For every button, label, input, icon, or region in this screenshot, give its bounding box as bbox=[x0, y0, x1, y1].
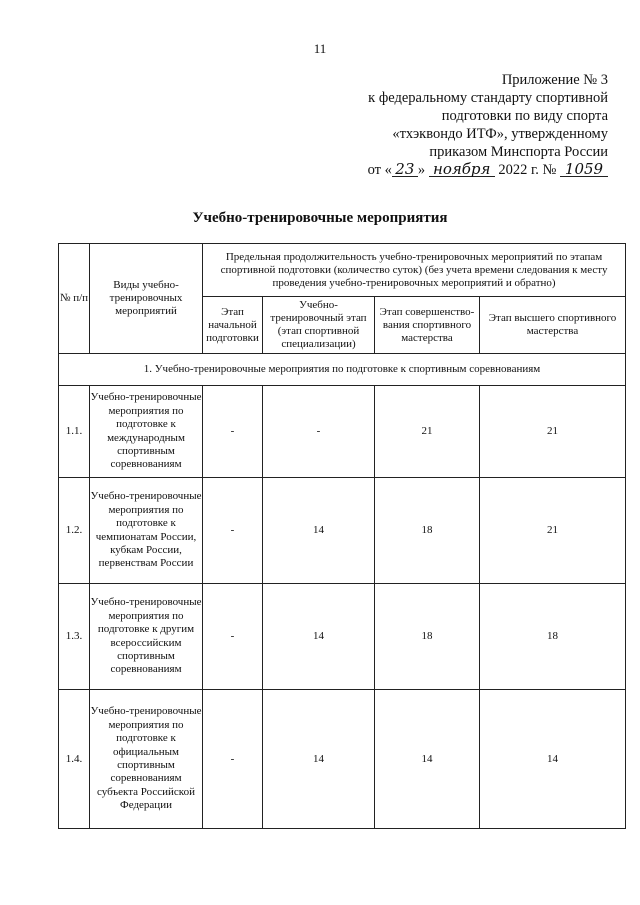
appendix-line-3: подготовки по виду спорта bbox=[441, 108, 608, 124]
training-events-table bbox=[58, 243, 626, 829]
row-num: 1.3. bbox=[59, 584, 90, 690]
header-row-top bbox=[59, 244, 626, 297]
row-stage-higher: 18 bbox=[480, 584, 626, 690]
date-day-suffix: » bbox=[417, 162, 426, 178]
row-stage-improvement: 21 bbox=[375, 386, 480, 478]
row-num: 1.2. bbox=[59, 478, 90, 584]
header-duration: Предельная продолжительность учебно-тренировочных мероприятий по этапам спортивной подготовки (количество суток) (без учета времени следования к месту проведения учебно-тренировочных мероприятий и обратно) bbox=[203, 244, 626, 297]
row-stage-higher: 21 bbox=[480, 386, 626, 478]
header-stage-higher: Этап высшего спортивного мастерства bbox=[480, 297, 626, 354]
header-stage-training: Учебно-тренировочный этап (этап спортивной специализации) bbox=[263, 297, 375, 354]
row-stage-improvement: 14 bbox=[375, 690, 480, 829]
section-title: 1. Учебно-тренировочные мероприятия по подготовке к спортивным соревнованиям bbox=[59, 354, 626, 386]
table-row bbox=[59, 478, 626, 584]
row-stage-training: - bbox=[263, 386, 375, 478]
appendix-line-2: к федеральному стандарту спортивной bbox=[368, 90, 608, 106]
page-number: 11 bbox=[313, 41, 327, 56]
row-event-name: Учебно-тренировочные мероприятия по подготовке к другим всероссийским спортивным соревнованиям bbox=[90, 584, 203, 690]
section-row bbox=[59, 354, 626, 386]
date-year: 2022 г. № bbox=[498, 162, 557, 178]
row-stage-improvement: 18 bbox=[375, 584, 480, 690]
row-stage-training: 14 bbox=[263, 478, 375, 584]
table-row bbox=[59, 690, 626, 829]
appendix-line-4: «тхэквондо ИТФ», утвержденному bbox=[392, 126, 608, 142]
handwritten-month: ноября bbox=[429, 162, 495, 177]
appendix-line-5: приказом Минспорта России bbox=[429, 144, 608, 160]
row-num: 1.1. bbox=[59, 386, 90, 478]
date-prefix: от « bbox=[367, 162, 392, 178]
header-event-type: Виды учебно-тренировочных мероприятий bbox=[90, 244, 203, 354]
table-row bbox=[59, 584, 626, 690]
header-num: № п/п bbox=[59, 244, 90, 354]
document-title: Учебно-тренировочные мероприятия bbox=[192, 210, 448, 226]
appendix-header bbox=[336, 71, 608, 179]
row-stage-training: 14 bbox=[263, 584, 375, 690]
order-date-line bbox=[336, 161, 608, 179]
row-stage-improvement: 18 bbox=[375, 478, 480, 584]
row-event-name: Учебно-тренировочные мероприятия по подготовке к официальным спортивным соревнованиям субъекта Российской Федерации bbox=[90, 690, 203, 829]
row-stage-initial: - bbox=[203, 478, 263, 584]
handwritten-day: 23 bbox=[392, 162, 418, 177]
row-stage-higher: 21 bbox=[480, 478, 626, 584]
row-stage-training: 14 bbox=[263, 690, 375, 829]
row-stage-higher: 14 bbox=[480, 690, 626, 829]
row-stage-initial: - bbox=[203, 386, 263, 478]
handwritten-order-number: 1059 bbox=[560, 162, 608, 177]
row-event-name: Учебно-тренировочные мероприятия по подготовке к международным спортивным соревнованиям bbox=[90, 386, 203, 478]
appendix-line-1: Приложение № 3 bbox=[501, 72, 608, 88]
row-event-name: Учебно-тренировочные мероприятия по подготовке к чемпионатам России, кубкам России, первенствам России bbox=[90, 478, 203, 584]
table-row bbox=[59, 386, 626, 478]
row-stage-initial: - bbox=[203, 690, 263, 829]
header-stage-initial: Этап начальной подготовки bbox=[203, 297, 263, 354]
header-stage-improvement: Этап совершенство-вания спортивного мастерства bbox=[375, 297, 480, 354]
row-stage-initial: - bbox=[203, 584, 263, 690]
row-num: 1.4. bbox=[59, 690, 90, 829]
